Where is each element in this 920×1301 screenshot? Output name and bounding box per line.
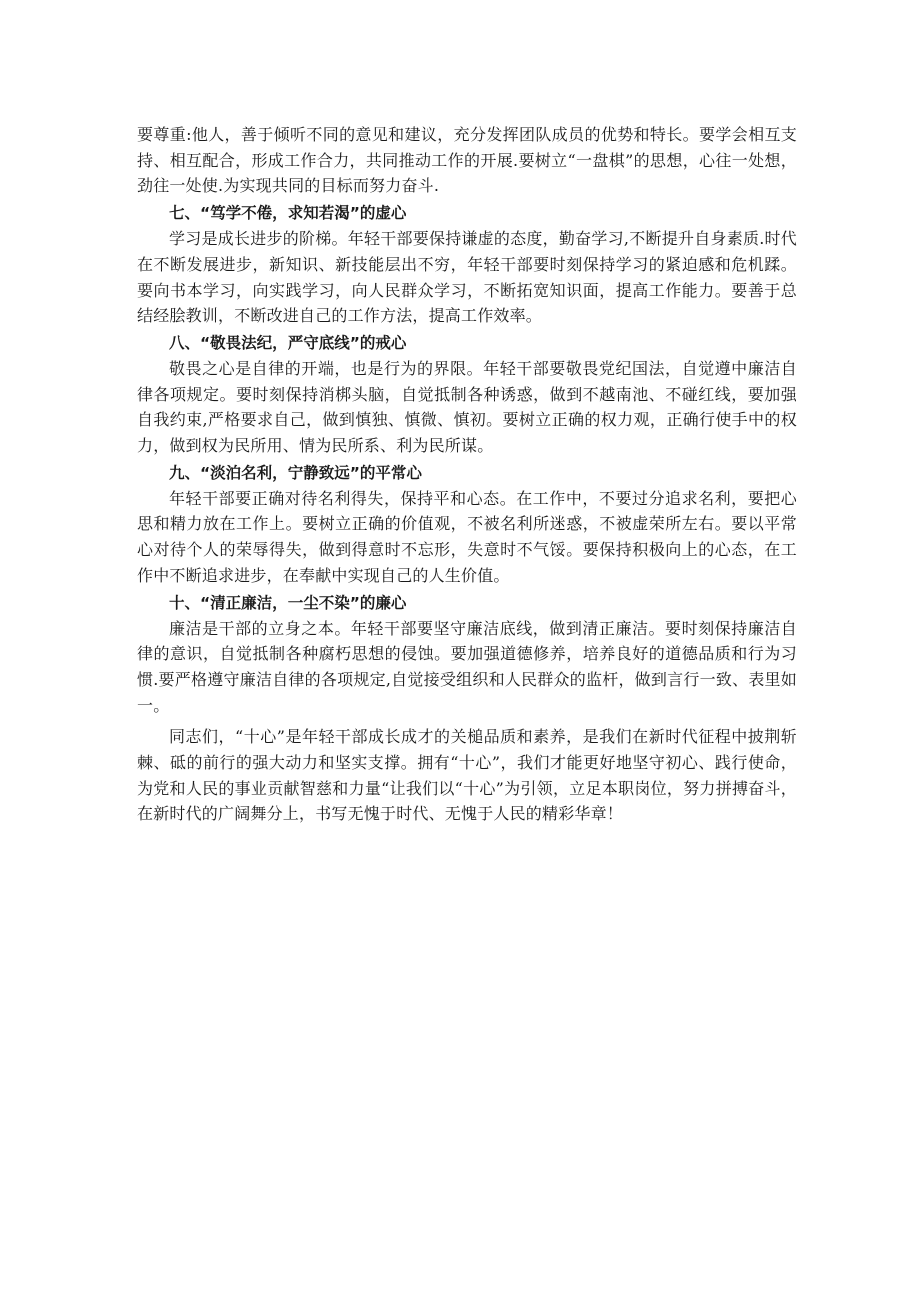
- paragraph-section-9: 年轻干部要正确对待名利得失，保持平和心态。在工作中，不要过分追求名利，要把心思和精力放在工作上。要树立正确的价值观，不被名利所迷惑，不被虚荣所左右。要以平常心对待个人的荣辱得失，做到得意时不忘形，失意时不气馁。要保持积极向上的心态，在工作中不断追求进步，在奉献中实现自己的人生价值。: [137, 488, 797, 585]
- document-body: [137, 122, 797, 827]
- paragraph-teamwork-continuation: 要尊重:他人，善于倾听不同的意见和建议，充分发挥团队成员的优势和特长。要学会相互支持、相互配合，形成工作合力，共同推动工作的开展.要树立“一盘棋”的思想，心往一处想，劲往一处使.为实现共同的目标而努力奋斗.: [137, 125, 797, 196]
- heading-section-9: 九、“淡泊名利，宁静致远”的平常心: [169, 463, 422, 482]
- paragraph-section-10: 廉洁是干部的立身之本。年轻干部要坚守廉洁底线，做到清正廉洁。要时刻保持廉洁自律的意识，自觉抵制各种腐朽思想的侵蚀。要加强道德修养，培养良好的道德品质和行为习惯.要严格遵守廉洁自律的各项规定,自觉接受组织和人民群众的监杆，做到言行一致、表里如一。: [137, 618, 797, 715]
- paragraph-conclusion: 同志们，“十心”是年轻干部成长成才的关槌品质和素养，是我们在新时代征程中披荆斩棘、砥的前行的强大动力和坚实支撑。拥有“十心”，我们才能更好地坚守初心、践行使命，为党和人民的事业贡献智慈和力量“让我们以“十心”为引领，立足本职岗位，努力拼搏奋斗，在新时代的广阔舞分上，书写无愧于时代、无愧于人民的精彩华章！: [137, 727, 797, 824]
- paragraph-section-7: 学习是成长进步的阶梯。年轻干部要保持谦虚的态度，勤奋学习,不断提升自身素质.时代在不断发展进步，新知识、新技能层出不穷，年轻干部要时刻保持学习的紧迫感和危机蹂。要向书本学习，向实践学习，向人民群众学习，不断拓宽知识面，提高工作能力。要善于总结经脍教训，不断改进自己的工作方法，提高工作效率。: [137, 229, 797, 326]
- heading-section-8: 八、“敬畏法纪，严守底线”的戒心: [169, 333, 407, 352]
- heading-section-10: 十、“清正廉洁，一尘不染”的廉心: [169, 593, 407, 612]
- heading-section-7: 七、“笃学不倦，求知若渴”的虚心: [169, 204, 407, 223]
- paragraph-section-8: 敬畏之心是自律的开端，也是行为的界限。年轻干部要敬畏党纪国法，自觉遵中廉洁自律各项规定。要时刻保持消梆头脑，自觉抵制各种诱惑，做到不越南池、不碰红线，要加强自我约束,严格要求自己，做到慎独、慎微、慎初。要树立正确的权力观，正确行使手中的权力，做到权为民所用、情为民所系、利为民所谋。: [137, 358, 797, 456]
